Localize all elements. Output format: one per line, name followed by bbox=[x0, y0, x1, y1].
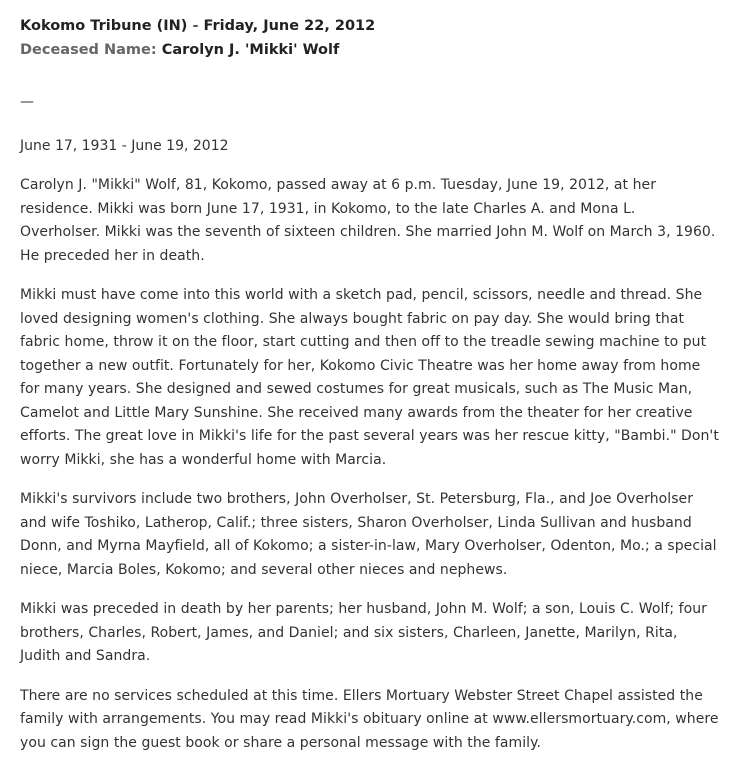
life-dates: June 17, 1931 - June 19, 2012 bbox=[20, 138, 229, 154]
publication-date: Friday, June 22, 2012 bbox=[203, 18, 376, 34]
deceased-line bbox=[20, 38, 729, 62]
obituary-paragraph-survivors: Mikki's survivors include two brothers, John Overholser, St. Petersburg, Fla., and Joe Overholser and wife Toshiko, Latherop, Calif.; three sisters, Sharon Overholser, Linda Sullivan and husband Donn, and Myrna Mayfield, all of Kokomo; a sister-in-law, Mary Overholser, Odenton, Mo.; a special niece, Marcia Boles, Kokomo; and several other nieces and nephews. bbox=[20, 491, 717, 578]
deceased-name: Carolyn J. 'Mikki' Wolf bbox=[161, 42, 340, 58]
newspaper-name: Kokomo Tribune (IN) bbox=[20, 18, 188, 34]
divider-dash: — bbox=[20, 94, 34, 110]
obituary-paragraph-intro: Carolyn J. "Mikki" Wolf, 81, Kokomo, passed away at 6 p.m. Tuesday, June 19, 2012, at her residence. Mikki was born June 17, 1931, in Kokomo, to the late Charles A. and Mona L. Overholser. Mikki was the seventh of sixteen children. She married John M. Wolf on March 3, 1960. He preceded her in death. bbox=[20, 177, 716, 264]
source-line bbox=[20, 14, 729, 38]
obituary-paragraph-services: There are no services scheduled at this time. Ellers Mortuary Webster Street Chapel assisted the family with arrangements. You may read Mikki's obituary online at www.ellersmortuary.com, where you can sign the guest book or share a personal message with the family. bbox=[20, 687, 719, 751]
obituary-paragraph-preceded: Mikki was preceded in death by her parents; her husband, John M. Wolf; a son, Louis C. Wolf; four brothers, Charles, Robert, James, and Daniel; and six sisters, Charleen, Janette, Marilyn, Rita, Judith and Sandra. bbox=[20, 601, 707, 664]
obituary-paragraph-life: Mikki must have come into this world with a sketch pad, pencil, scissors, needle and thread. She loved designing women's clothing. She always bought fabric on pay day. She would bring that fabric home, throw it on the floor, start cutting and then off to the treadle sewing machine to put together a new outfit. Fortunately for her, Kokomo Civic Theatre was her home away from home for many years. She designed and sewed costumes for great musicals, such as The Music Man, Camelot and Little Mary Sunshine. She received many awards from the theater for her creative efforts. The great love in Mikki's life for the past several years was her rescue kitty, "Bambi." Don't worry Mikki, she has a wonderful home with Marcia. bbox=[20, 287, 719, 468]
deceased-label: Deceased Name: bbox=[20, 42, 157, 58]
header-separator: - bbox=[187, 18, 204, 34]
